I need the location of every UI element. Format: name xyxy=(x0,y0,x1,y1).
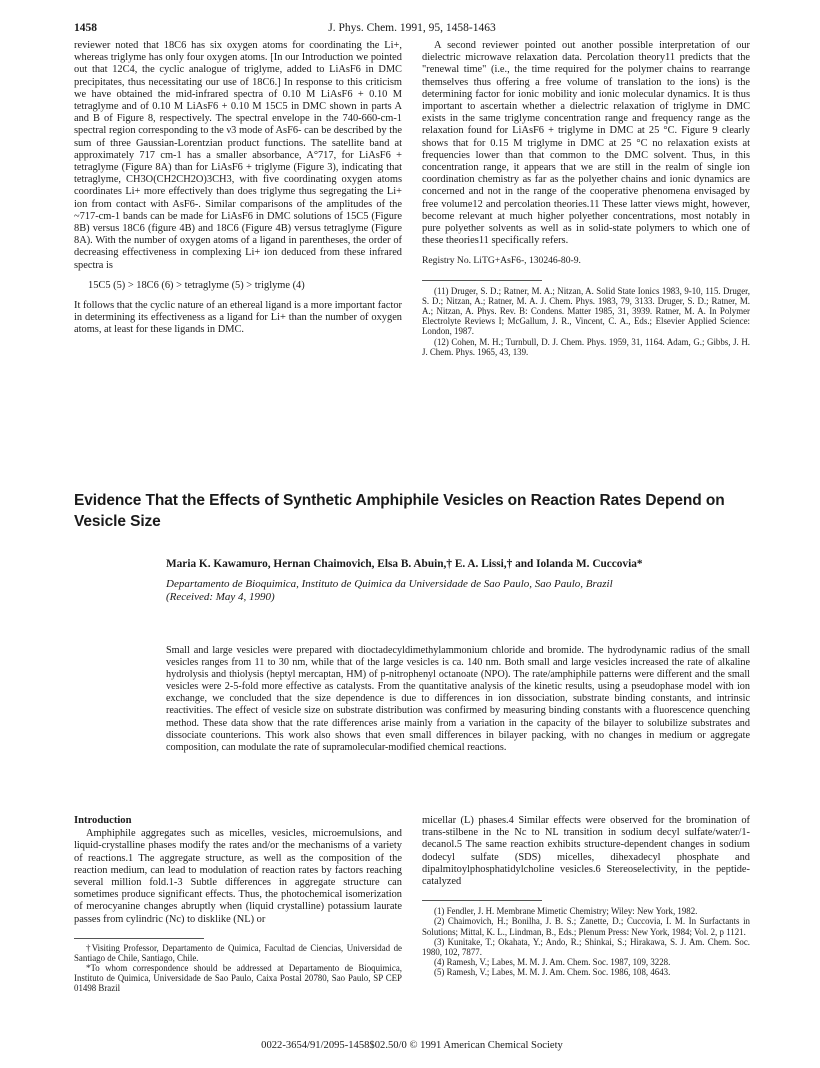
footnote-dagger: †Visiting Professor, Departamento de Quimica, Facultad de Ciencias, Universidad de Santiago de Chile, Santiago, Chile. xyxy=(74,942,402,963)
paragraph: It follows that the cyclic nature of an ethereal ligand is a more important factor in determining its effectiveness as a ligand for Li+ than the number of oxygen atoms, at least for these ligands in DMC. xyxy=(74,300,402,336)
paragraph: A second reviewer pointed out another possible interpretation of our dielectric microwave relaxation data. Percolation theory11 predicts that the "renewal time" (i.e., the time required for the polymer chains to rearrange themselves thus offering a free volume of translation to the ions) is the determining factor for ionic mobility and ionic molecular dynamics. It is thus important to ascertain whether a dielectric relaxation of triglyme in DMC exists in the same triglyme concentration range and frequency range as the relaxation found for LiAsF6 + triglyme in DMC at 25 °C. Figure 9 clearly shows that for 0.15 M triglyme in DMC at 25 °C no relaxation exists at frequencies lower than that common to the DMC solvent. Thus, in this concentration range, it appears that we are still in the realm of single ion coordination chemistry as far as the polyether chains and ionic dynamics are concerned and not in the range of the cooperative phenomena envisaged by free volume12 and percolation theories.11 These latter views might, however, become relevant at much higher polyether concentrations, most notably in pure polyether solvents as well as in solid-state polymers to which one of these theories11 specifically refers. xyxy=(422,40,750,247)
footnote-rule xyxy=(74,938,204,939)
page-number: 1458 xyxy=(74,22,97,34)
reference-item: (2) Chaimovich, H.; Bonilha, J. B. S.; Zanette, D.; Cuccovia, I. M. In Surfactants in Solutions; Mittal, K. L., Lindman, B., Eds.; Plenum Press: New York, 1984; Vol. 2, p 1121. xyxy=(422,916,750,937)
reference-item: (3) Kunitake, T.; Okahata, Y.; Ando, R.; Shinkai, S.; Hirakawa, S. J. Am. Chem. Soc. 1980, 102, 7877. xyxy=(422,936,750,958)
reference-item: (5) Ramesh, V.; Labes, M. M. J. Am. Chem. Soc. 1986, 108, 4643. xyxy=(434,967,671,978)
abstract: Small and large vesicles were prepared with dioctadecyldimethylammonium chloride and bromide. The hydrodynamic radius of the small vesicles ranges from 11 to 30 nm, while that of the large vesicles is ca. 140 nm. Both small and large vesicles increased the rate of alkaline hydrolysis and thiolysis (heptyl mercaptan, HM) of p-nitrophenyl octanoate (NPO). The rate/amphiphile patterns were different and the small vesicles were 2-5-fold more effective as catalysts. From the quantitative analysis of the kinetic results, using a pseudophase model with ion exchange, we concluded that the size dependence is due to differences in ion dissociation, substrate binding constants, and intrinsic reactivities. The effect of vesicle size on substrate distribution was confirmed by measuring binding constants with a fluorescence quenching method. These data show that the rate differences arise mainly from a variation in the capacity of the bilayer to solubilize substrates and dissociate counterions. This work also shows that even small differences in bilayer packing, with no changes in medium or aggregate composition, can modulate the rate of supramolecular-modified chemical reactions. xyxy=(166,645,750,753)
footnote-star: *To whom correspondence should be addressed at Departamento de Bioquimica, Instituto de Quimica, Universidade de Sao Paulo, Caixa Postal 20780, Sao Paulo, SP CEP 01498 Brazil xyxy=(74,963,402,994)
references-rule xyxy=(422,900,542,901)
affiliation-block xyxy=(166,578,766,604)
top-right-column xyxy=(422,40,750,357)
reference-item: (12) Cohen, M. H.; Turnbull, D. J. Chem. Phys. 1959, 31, 1164. Adam, G.; Gibbs, J. H. J. Chem. Phys. 1965, 43, 139. xyxy=(422,336,750,357)
intro-left-column xyxy=(74,815,402,993)
paragraph: reviewer noted that 18C6 has six oxygen atoms for coordinating the Li+, whereas triglyme has only four oxygen atoms. [In our Introduction we pointed out that 12C4, the cyclic analogue of triglyme, added to LiAsF6 in DMC precipitates, thus necessitating our use of 18C6.] In response to this criticism we have obtained the mid-infrared spectra of 0.10 M LiAsF6 + 0.10 M tetraglyme and of 0.10 M LiAsF6 + 0.10 M 15C5 in DMC shown in parts A and B of Figure 8, respectively. The spectral envelope in the 740-660-cm-1 spectral region corresponding to the ν3 mode of AsF6- can be described by the sum of three Gaussian-Lorentzian product functions. The satellite band at approximately 717 cm-1 has a smaller absorbance, A°717, for LiAsF6 + tetraglyme (Figure 8A) than for LiAsF6 + triglyme (Figure 3), indicating that tetraglyme, CH3O(CH2CH2O)3CH3, with five coordinating oxygen atoms coordinates Li+ more effectively than does triglyme thus segregating the Li+ ion from contact with AsF6-. Similar comparisons of the amplitudes of the ~717-cm-1 bands can be made for LiAsF6 in DMC solutions of 15C5 (Figure 8B) versus 18C6 (figure 4B) and 18C6 (Figure 4B) versus tetraglyme (Figure 8A). With the number of oxygen atoms of a ligand in parentheses, the order of decreasing effectiveness in complexing Li+ ion deduced from these infrared spectra is xyxy=(74,40,402,271)
equation-4: 15C5 (5) > 18C6 (6) > tetraglyme (5) > triglyme (4) xyxy=(88,279,305,291)
article-authors: Maria K. Kawamuro, Hernan Chaimovich, Elsa B. Abuin,† E. A. Lissi,† and Iolanda M. Cuccovia* xyxy=(166,558,643,570)
reference-item: (1) Fendler, J. H. Membrane Mimetic Chemistry; Wiley: New York, 1982. xyxy=(434,906,698,917)
top-left-column xyxy=(74,40,402,337)
page-header xyxy=(74,22,750,38)
paragraph: micellar (L) phases.4 Similar effects were observed for the bromination of trans-stilbene in the Nc to NL transition in sodium decyl sulfate/water/1-decanol.5 The same reaction exhibits structure-dependent changes in sodium dodecyl sulfate (SDS) micelles, dihexadecyl phosphate and dipalmitoylphosphatidylcholine vesicles.6 Stereoselectivity, in the peptide-catalyzed xyxy=(422,815,750,888)
paragraph: Amphiphile aggregates such as micelles, vesicles, microemulsions, and liquid-crystalline phases modify the rates and/or the mechanisms of a variety of reactions.1 The aggregate structure, as well as the composition of the reaction medium, can lead to modulation of reaction rates by factors reaching several million fold.1-3 Subtle differences in aggregate structure can sometimes produce significant effects. Thus, the photochemical isomerization of merocyanine changes abruptly when (liquid crystalline) potassium laurate passes from cylindric (Nc) to disklike (NL) or xyxy=(74,828,402,925)
reference-item: (11) Druger, S. D.; Ratner, M. A.; Nitzan, A. Solid State Ionics 1983, 9-10, 115. Druger, S. D.; Nitzan, A.; Ratner, M. A. J. Chem. Phys. 1983, 79, 3133. Druger, S. D.; Ratner, M. A.; Nitzan, A. Phys. Rev. B: Condens. Matter 1985, 31, 3939. Ratner, M. A. In Polymer Electrolyte Reviews I; McGallum, J. R., Vincent, C. A., Eds.; Elsevier Applied Science: London, 1987. xyxy=(422,285,750,337)
running-head: J. Phys. Chem. 1991, 95, 1458-1463 xyxy=(328,22,496,34)
article-title: Evidence That the Effects of Synthetic Amphiphile Vesicles on Reaction Rates Depend on Vesicle Size xyxy=(74,492,725,530)
affiliation: Departamento de Bioquimica, Instituto de Quimica da Universidade de Sao Paulo, Sao Paulo, Brazil xyxy=(166,578,613,590)
references-rule xyxy=(422,280,542,281)
section-heading-introduction: Introduction xyxy=(74,815,132,826)
received-date: (Received: May 4, 1990) xyxy=(166,591,275,603)
intro-right-column xyxy=(422,815,750,978)
registry-numbers: Registry No. LiTG+AsF6-, 130246-80-9. xyxy=(422,255,581,267)
copyright-footer: 0022-3654/91/2095-1458$02.50/0 © 1991 American Chemical Society xyxy=(261,1040,563,1051)
reference-item: (4) Ramesh, V.; Labes, M. M. J. Am. Chem. Soc. 1987, 109, 3228. xyxy=(434,957,671,968)
